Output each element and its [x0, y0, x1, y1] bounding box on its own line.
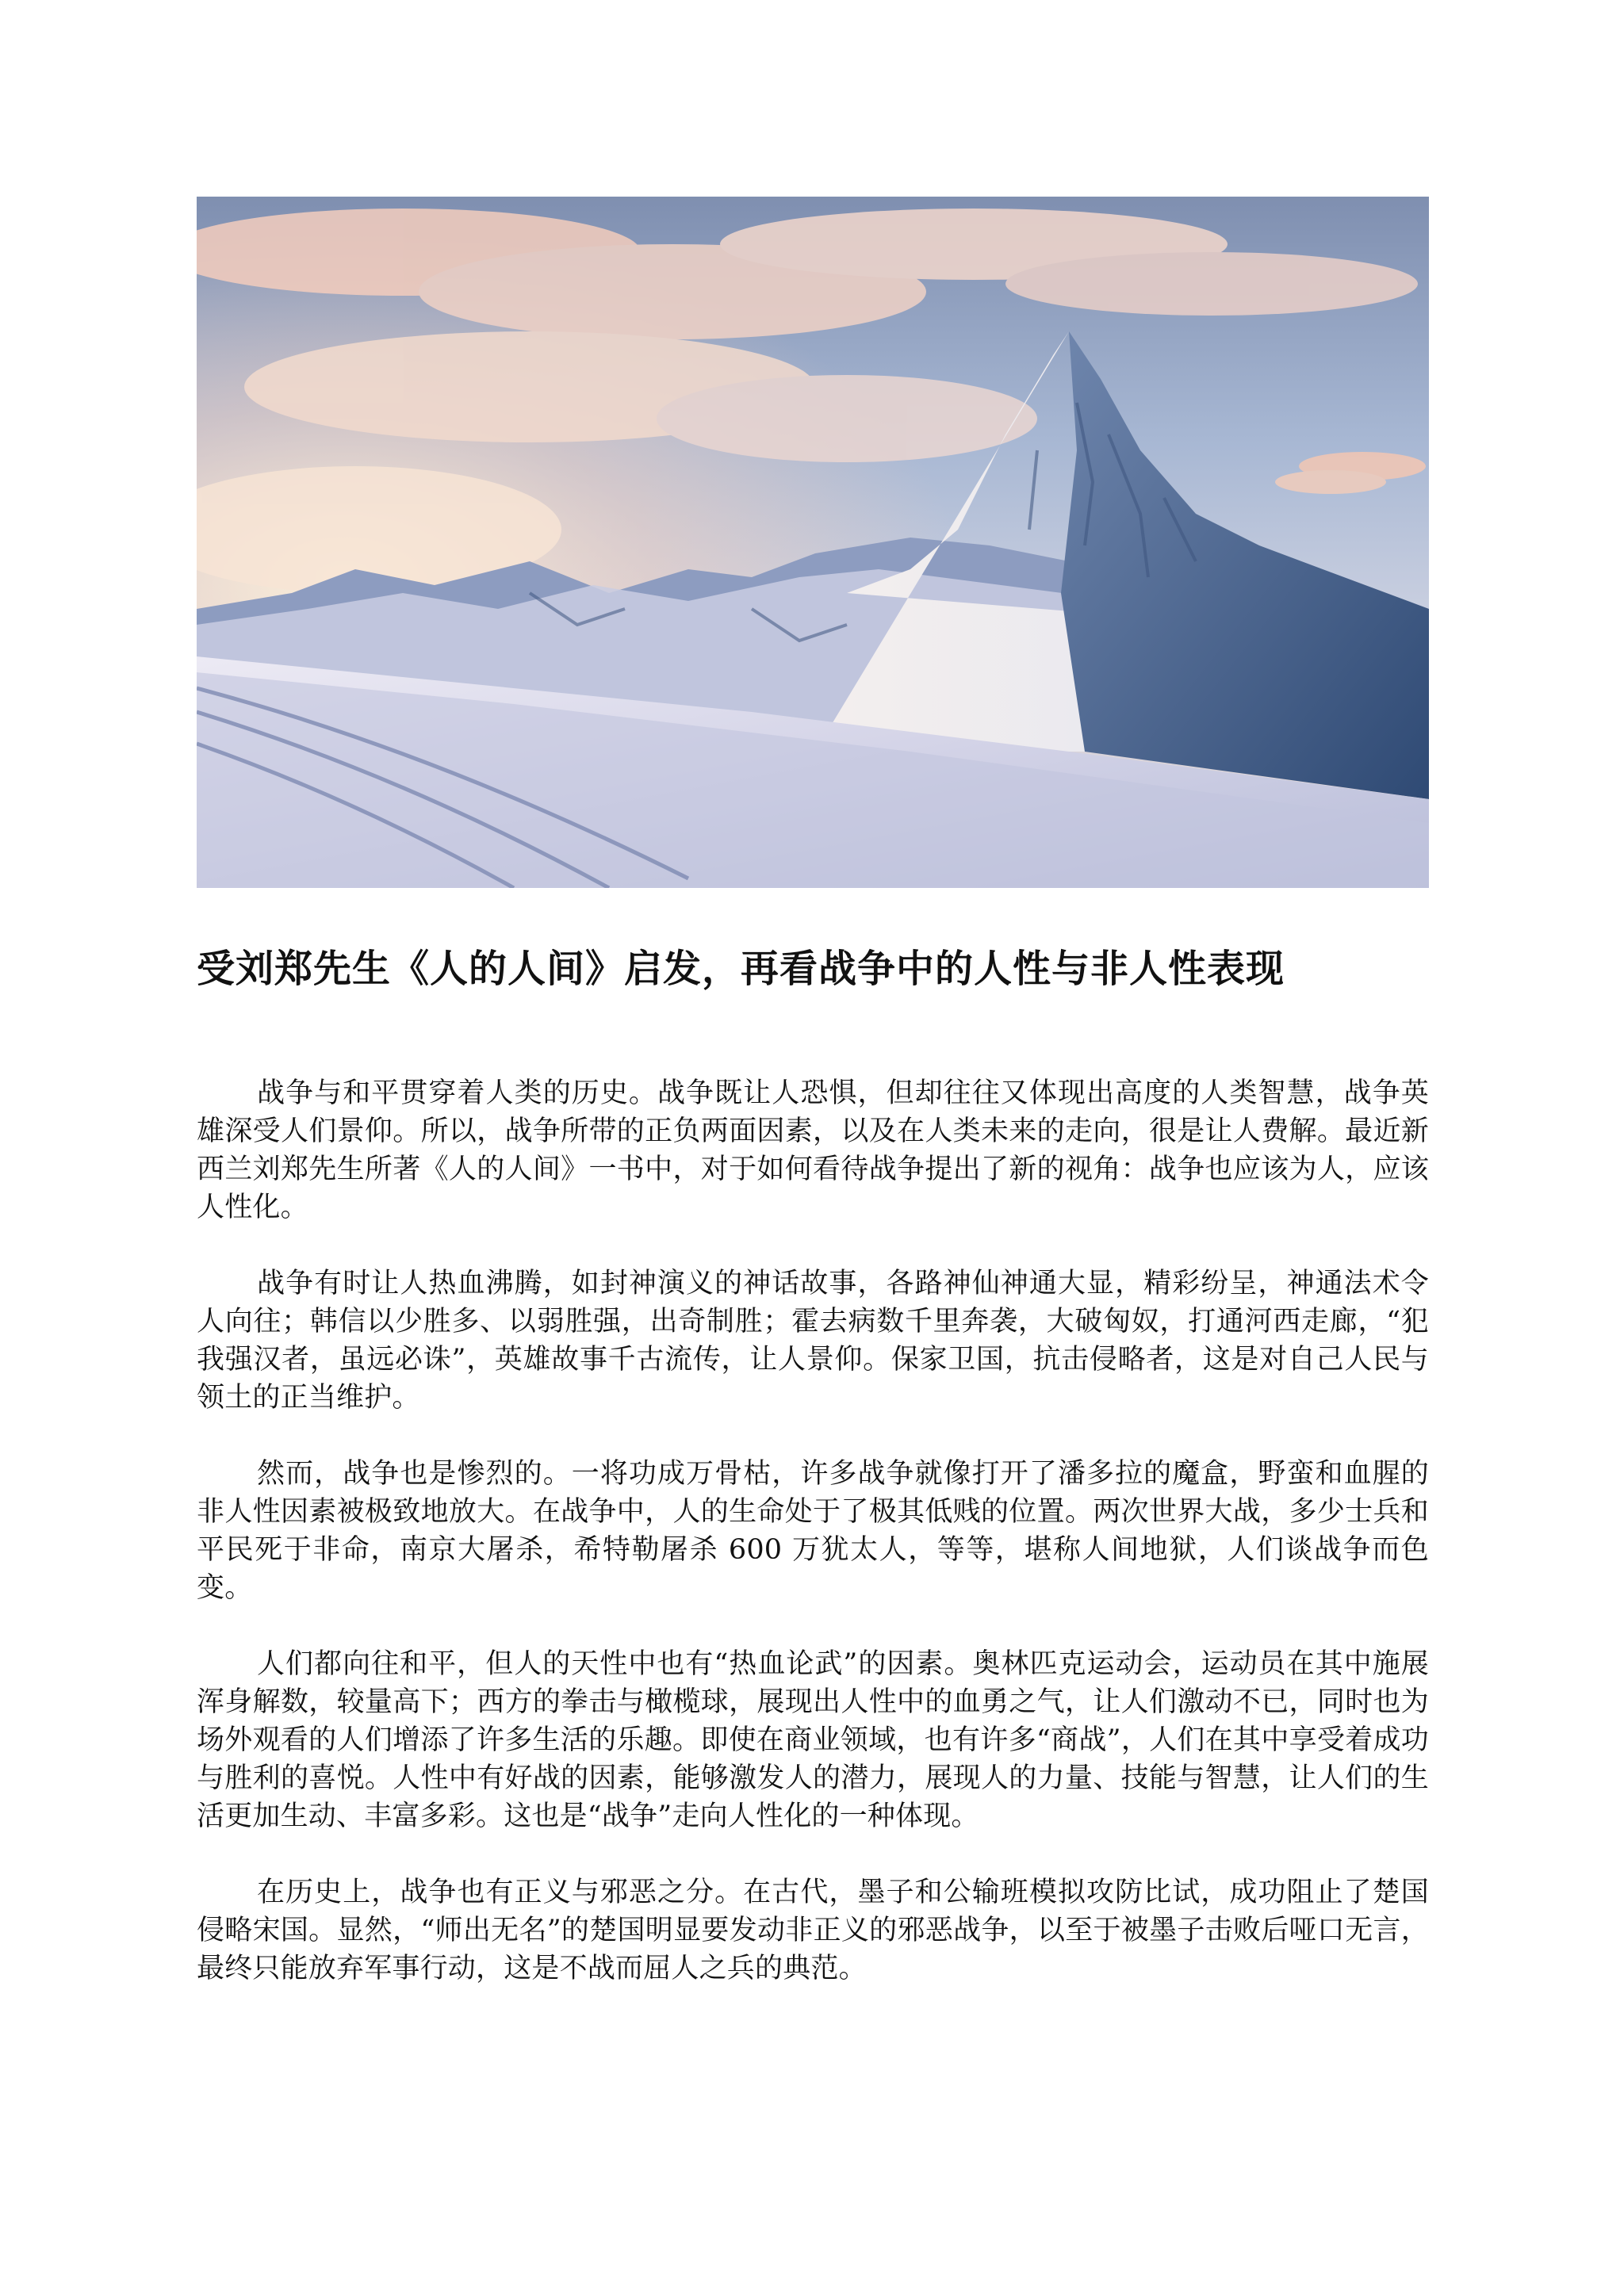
hero-image: [197, 197, 1429, 888]
mountain-illustration: [197, 197, 1429, 888]
paragraph: 战争与和平贯穿着人类的历史。战争既让人恐惧，但却往往又体现出高度的人类智慧，战争英雄深受人们景仰。所以，战争所带的正负两面因素，以及在人类未来的走向，很是让人费解。最近新西兰刘郑先生所著《人的人间》一书中，对于如何看待战争提出了新的视角：战争也应该为人，应该人性化。: [197, 1077, 1429, 1223]
paragraph: 然而，战争也是惨烈的。一将功成万骨枯，许多战争就像打开了潘多拉的魔盒，野蛮和血腥的非人性因素被极致地放大。在战争中，人的生命处于了极其低贱的位置。两次世界大战，多少士兵和平民死于非命，南京大屠杀，希特勒屠杀 600 万犹太人，等等，堪称人间地狱，人们谈战争而色变。: [197, 1458, 1429, 1604]
paragraph: 战争有时让人热血沸腾，如封神演义的神话故事，各路神仙神通大显，精彩纷呈，神通法术令人向往；韩信以少胜多、以弱胜强，出奇制胜；霍去病数千里奔袭，大破匈奴，打通河西走廊，“犯我强汉者，虽远必诛”，英雄故事千古流传，让人景仰。保家卫国，抗击侵略者，这是对自己人民与领土的正当维护。: [197, 1268, 1429, 1414]
article-title: 受刘郑先生《人的人间》启发，再看战争中的人性与非人性表现: [197, 947, 1285, 991]
paragraph: 在历史上，战争也有正义与邪恶之分。在古代，墨子和公输班模拟攻防比试，成功阻止了楚国侵略宋国。显然，“师出无名”的楚国明显要发动非正义的邪恶战争，以至于被墨子击败后哑口无言，最终只能放弃军事行动，这是不战而屈人之兵的典范。: [197, 1877, 1429, 1984]
article-body: [197, 1074, 1429, 2026]
paragraph: 人们都向往和平，但人的天性中也有“热血论武”的因素。奥林匹克运动会，运动员在其中施展浑身解数，较量高下；西方的拳击与橄榄球，展现出人性中的血勇之气，让人们激动不已，同时也为场外观看的人们增添了许多生活的乐趣。即使在商业领域，也有许多“商战”，人们在其中享受着成功与胜利的喜悦。人性中有好战的因素，能够激发人的潜力，展现人的力量、技能与智慧，让人们的生活更加生动、丰富多彩。这也是“战争”走向人性化的一种体现。: [197, 1648, 1429, 1832]
